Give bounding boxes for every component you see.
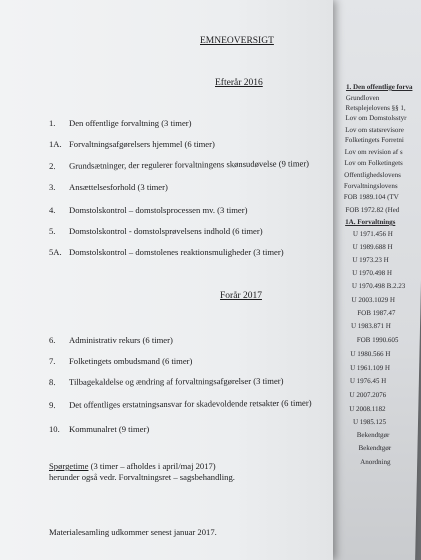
underlying-page-line: FOB 1972.82 (Hed (345, 206, 400, 214)
underlying-page-line: Retsplejelovens §§ 1, (345, 104, 406, 112)
underlying-page-line: Folketingets Forretni (344, 136, 404, 144)
underlying-page-line: FOB 1990.605 (356, 336, 399, 344)
underlying-page-line: U 1985.125 (352, 418, 387, 426)
underlying-page-line: Bekendtgør (358, 444, 392, 452)
underlying-page-line: Grundloven (345, 94, 380, 102)
spring-2017-item-number: 9. (49, 399, 56, 410)
autumn-2016-item-number: 1. (49, 118, 56, 128)
spring-2017-item-text: Administrativ rekurs (6 timer) (69, 335, 173, 345)
underlying-page-line: 1. Den offentlige forva (345, 83, 413, 91)
underlying-page-line: Bekendtgør (356, 431, 390, 439)
autumn-2016-item-text: Den offentlige forvaltning (3 timer) (69, 118, 192, 128)
document-title: EMNEOVERSIGT (200, 36, 274, 46)
autumn-2016-item-text: Domstolskontrol – domstolsprocessen mv. (3 timer) (69, 205, 248, 215)
autumn-2016-item-number: 5. (49, 226, 56, 236)
spring-2017-item-number: 10. (49, 424, 60, 434)
autumn-2016-item-number: 4. (49, 205, 56, 215)
spring-2017-item-text: Det offentliges erstatningsansvar for skadevoldende retsakter (6 timer) (68, 397, 312, 410)
underlying-page-line: 1A. Forvaltnings (345, 218, 396, 226)
underlying-page-line: U 1961.109 H (350, 364, 391, 372)
underlying-page-line: U 1980.566 H (350, 350, 391, 358)
spring-2017-item-number: 6. (49, 335, 56, 345)
section-heading-autumn-2016: Efterår 2016 (215, 78, 263, 88)
autumn-2016-item-number: 2. (49, 160, 56, 171)
underlying-page-line: Lov om Domstolsstyr (345, 114, 407, 122)
underlying-page-line: U 1971.456 H (352, 230, 393, 238)
underlying-page-line: Lov om Folketingets (344, 159, 403, 167)
underlying-page-line: Lov om statsrevisore (345, 126, 404, 134)
underlying-page-line: U 2003.1029 H (351, 296, 396, 304)
spring-2017-item-number: 7. (49, 356, 56, 366)
underlying-page-line: U 1983.871 H (350, 322, 391, 330)
underlying-page-line: U 1970.498 B.2.23 (351, 282, 406, 290)
autumn-2016-item-number: 1A. (49, 139, 62, 149)
underlying-page-line: U 1973.23 H (352, 256, 389, 264)
question-hour-subline: herunder også vedr. Forvaltningsret – sagsbehandling. (49, 472, 235, 482)
autumn-2016-item-text: Grundsætninger, der regulerer forvaltningens skønsudøvelse (9 timer) (68, 158, 310, 171)
question-hour-details: (3 timer – afholdes i april/maj 2017) (88, 461, 216, 471)
spring-2017-item-text: Kommunalret (9 timer) (69, 424, 150, 434)
spring-2017-item-text: Folketingets ombudsmand (6 timer) (69, 356, 193, 366)
underlying-page-line: FOB 1989.104 (TV (343, 193, 399, 201)
autumn-2016-item-number: 3. (49, 182, 56, 192)
underlying-page-line: Forvaltningslovens (343, 182, 398, 190)
question-hour-line (49, 461, 216, 471)
underlying-page-line: Anordning (360, 458, 391, 466)
underlying-page-line: U 2008.1182 (349, 405, 386, 413)
underlying-page-line: U 1970.498 H (352, 269, 393, 277)
underlying-page-line: U 1976.45 H (349, 377, 387, 385)
autumn-2016-item-text: Domstolskontrol – domstolenes reaktionsmuligheder (3 timer) (69, 247, 284, 257)
underlying-page-line: U 1989.688 H (352, 243, 393, 251)
underlying-page-line: Offentlighedslovens (344, 171, 401, 179)
spring-2017-item-number: 8. (49, 376, 56, 387)
autumn-2016-item-text: Ansættelsesforhold (3 timer) (69, 182, 168, 192)
section-heading-spring-2017: Forår 2017 (220, 291, 262, 301)
autumn-2016-item-text: Forvaltningsafgørelsers hjemmel (6 timer) (69, 139, 215, 149)
underlying-page-line: Lov om revision af s (344, 148, 403, 156)
materials-note: Materialesamling udkommer senest januar 2017. (49, 527, 217, 537)
autumn-2016-item-number: 5A. (49, 247, 62, 257)
question-hour-label: Spørgetime (49, 461, 89, 471)
underlying-page-line: FOB 1987.47 (357, 309, 396, 317)
autumn-2016-item-text: Domstolskontrol - domstolsprøvelsens indhold (6 timer) (69, 226, 263, 236)
spring-2017-item-text: Tilbagekaldelse og ændring af forvaltningsafgørelser (3 timer) (68, 375, 284, 387)
underlying-page-line: U 2007.2076 (349, 391, 387, 399)
